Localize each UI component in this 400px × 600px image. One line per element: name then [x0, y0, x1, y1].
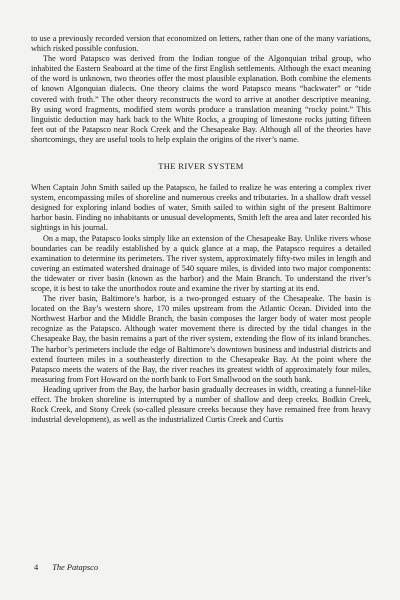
paragraph: to use a previously recorded version that economized on letters, rather than one of the many variations, which risked possible confusion. [31, 34, 371, 54]
paragraph: Heading upriver from the Bay, the harbor basin gradually decreases in width, creating a funnel-like effect. The broken shoreline is interrupted by a number of shallow and deep creeks. Bodkin Creek, Rock Creek, and Stony Creek (so-called pleasure creeks because they have remained free from heavy industrial development), as well as the industrialized Curtis Creek and Curtis [31, 384, 371, 425]
page-body [31, 34, 371, 554]
running-title: The Patapsco [52, 563, 99, 572]
paragraph: On a map, the Patapsco looks simply like an extension of the Chesapeake Bay. Unlike rivers whose boundaries can be readily established by a quick glance at a map, the Patapsco requires a detailed examination to determine its perimeters. The river system, approximately fifty-two miles in length and covering an estimated watershed drainage of 540 square miles, is divided into two major components: the tidewater or river basin (known as the harbor) and the Main Branch. To understand the river’s scope, it is best to take the unorthodox route and examine the river by starting at its end. [31, 233, 371, 293]
paragraph: The river basin, Baltimore’s harbor, is a two-pronged estuary of the Chesapeake. The basin is located on the Bay’s western shore, 170 miles upstream from the Atlantic Ocean. Divided into the Northwest Harbor and the Middle Branch, the basin composes the larger body of water most people recognize as the Patapsco. Although water movement there is directed by the tidal changes in the Chesapeake Bay, the basin remains a part of the river system, extending the flow of its inland branches. The harbor’s perimeters include the edge of Baltimore’s downtown business and industrial districts and extend fourteen miles in a southeasterly direction to the Chesapeake Bay. At the point where the Patapsco meets the waters of the Bay, the river reaches its greatest width of approximately four miles, measuring from Fort Howard on the north bank to Fort Smallwood on the south bank. [31, 294, 371, 384]
section-heading: THE RIVER SYSTEM [158, 161, 244, 172]
page-footer [34, 563, 98, 572]
paragraph: When Captain John Smith sailed up the Patapsco, he failed to realize he was entering a complex river system, encompassing miles of shoreline and numerous creeks and tributaries. In a shallow draft vessel designed for exploring inland bodies of water, Smith sailed to within sight of the present Baltimore harbor basin. Finding no inhabitants or unusual developments, Smith left the area and later recorded his sightings in his journal. [31, 183, 371, 233]
page-number: 4 [34, 563, 39, 572]
paragraph: The word Patapsco was derived from the Indian tongue of the Algonquian tribal group, who inhabited the Eastern Seaboard at the time of the first English settlements. Although the exact meaning of the word is unknown, two theories offer the most plausible explanation. Both combine the elements of known Algonquian dialects. One theory claims the word Patapsco means “backwater” or “tide covered with froth.” The other theory reconstructs the word to arrive at another descriptive meaning. By using word fragments, modified stem words produce a translation meaning “rocky point.” This linguistic deduction may hark back to the White Rocks, a grouping of limestone rocks jutting fifteen feet out of the Patapsco near Rock Creek and the Chesapeake Bay. Although all of the theories have shortcomings, they are useful tools to help explain the origins of the river’s name. [31, 54, 371, 144]
